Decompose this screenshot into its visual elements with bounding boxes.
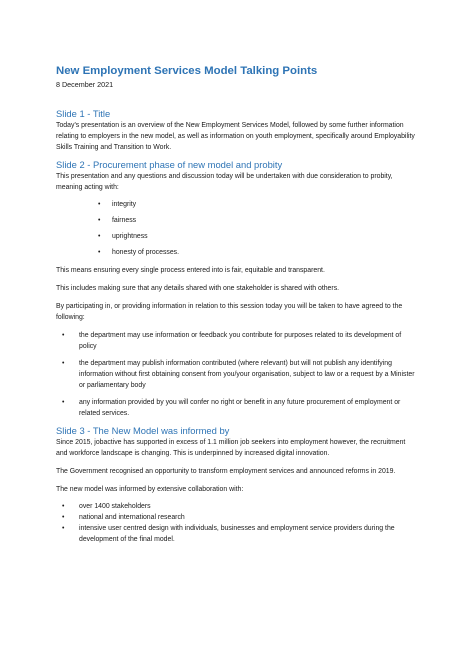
document-content [56, 64, 416, 545]
list-item [62, 358, 416, 391]
slide2-para1: This means ensuring every single process entered into is fair, equitable and transparent. [56, 267, 325, 274]
list-item-text: fairness [112, 217, 137, 224]
list-item [62, 523, 416, 545]
bullet-icon: • [98, 201, 101, 208]
list-item-text: any information provided by you will confer no right or benefit in any future procurement of employment or related services. [79, 399, 401, 417]
slide2-para2: This includes making sure that any details shared with one stakeholder is shared with others. [56, 285, 340, 292]
list-item-text: the department may publish information contributed (where relevant) but will not publish any identifying information without first obtaining consent from you/your organisation, subject to law or a request by a Minister or parliamentary body [79, 360, 415, 389]
list-item-text: honesty of processes. [112, 249, 180, 256]
probity-principles-list [56, 200, 416, 258]
list-item [98, 232, 416, 242]
bullet-icon: • [98, 233, 101, 240]
list-item-text: intensive user centred design with individuals, businesses and employment service providers during the development of the final model. [79, 525, 395, 543]
list-item-text: integrity [112, 201, 137, 208]
bullet-icon: • [98, 249, 101, 256]
bullet-icon: • [62, 514, 65, 521]
collaborators-list [56, 501, 416, 545]
list-item [62, 512, 416, 523]
list-item-text: uprightness [112, 233, 148, 240]
slide3-heading: Slide 3 - The New Model was informed by [56, 425, 230, 436]
list-item-text: national and international research [79, 514, 185, 521]
list-item-text: the department may use information or feedback you contribute for purposes related to its development of policy [79, 332, 402, 350]
bullet-icon: • [62, 525, 65, 532]
slide2-heading: Slide 2 - Procurement phase of new model and probity [56, 159, 283, 170]
slide1-heading: Slide 1 - Title [56, 108, 111, 119]
bullet-icon: • [62, 399, 65, 406]
slide2-para3: By participating in, or providing information in relation to this session today you will be taken to have agreed to the following: [56, 303, 403, 321]
slide2-intro: This presentation and any questions and discussion today will be undertaken with due consideration to probity, meaning acting with: [56, 173, 393, 191]
slide3-para2: The Government recognised an opportunity to transform employment services and announced reforms in 2019. [56, 468, 396, 475]
list-item [98, 248, 416, 258]
slide3-para1: Since 2015, jobactive has supported in excess of 1.1 million job seekers into employment however, the recruitment and workforce landscape is changing. This is underpinned by increased digital innovation. [56, 439, 406, 457]
list-item [98, 200, 416, 210]
list-item [62, 501, 416, 512]
document-date: 8 December 2021 [56, 80, 114, 89]
slide1-text: Today’s presentation is an overview of the New Employment Services Model, followed by some further information relating to employers in the new model, as well as information on youth employment, specifically around Employability Skills Training and Transition to Work. [56, 122, 415, 151]
list-item [62, 330, 416, 352]
bullet-icon: • [62, 332, 65, 339]
bullet-icon: • [62, 503, 65, 510]
slide3-para3: The new model was informed by extensive collaboration with: [56, 486, 244, 493]
conditions-list [56, 330, 416, 419]
document-title: New Employment Services Model Talking Points [56, 65, 318, 77]
bullet-icon: • [98, 217, 101, 224]
list-item [62, 397, 416, 419]
list-item-text: over 1400 stakeholders [79, 503, 151, 510]
list-item [98, 216, 416, 226]
bullet-icon: • [62, 360, 65, 367]
